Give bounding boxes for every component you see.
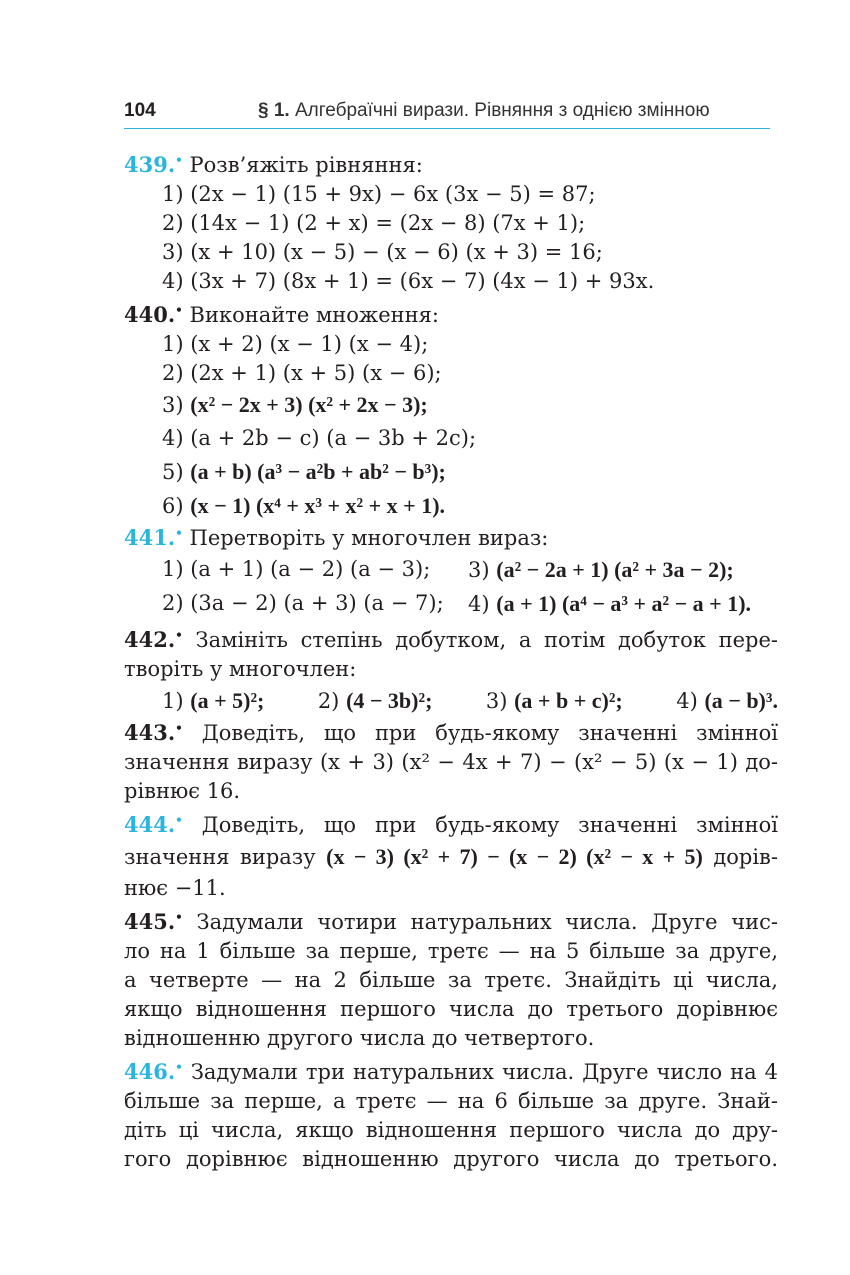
exercise-item: 6) (x − 1) (x⁴ + x³ + x² + x + 1). xyxy=(162,493,446,518)
exercise-439 xyxy=(124,150,778,296)
exercise-item: 3) (a + b + c)²; xyxy=(485,688,623,713)
exercise-text: більше за перше, а третє — на 6 більше за друге. Знай- xyxy=(124,1089,778,1113)
exercise-text: Доведіть, що при будь-якому значенні змінної xyxy=(201,813,778,837)
exercise-number: 444.• xyxy=(124,812,183,837)
exercise-item: 2) (14x − 1) (2 + x) = (2x − 8) (7x + 1); xyxy=(162,211,586,235)
exercise-item-row xyxy=(124,587,778,621)
exercise-445 xyxy=(124,907,778,1053)
section-title xyxy=(258,100,710,122)
exercise-text: Замініть степінь добутком, а потім добуток пере- xyxy=(195,628,778,652)
exercise-item: 1) (2x − 1) (15 + 9x) − 6x (3x − 5) = 87; xyxy=(162,182,596,206)
exercise-item: 4) (a + 2b − c) (a − 3b + 2c); xyxy=(162,426,477,450)
exercise-item: 3) (x + 10) (x − 5) − (x − 6) (x + 3) = 16; xyxy=(162,240,603,264)
exercise-item: 3) (x² − 2x + 3) (x² + 2x − 3); xyxy=(162,392,428,417)
exercise-instruction: Розв’яжіть рівняння: xyxy=(189,153,423,177)
exercise-text: діть ці числа, якщо відношення першого числа до дру- xyxy=(124,1118,778,1142)
exercise-text: відношенню другого числа до четвертого. xyxy=(124,1026,595,1050)
exercise-list xyxy=(124,150,778,1174)
exercise-item-row xyxy=(124,684,778,718)
exercise-item: 3) (a² − 2a + 1) (a² + 3a − 2); xyxy=(468,557,734,582)
exercise-text: а четверте — на 2 більше за третє. Знайдіть ці числа, xyxy=(124,968,778,992)
exercise-item: 4) (3x + 7) (8x + 1) = (6x − 7) (4x − 1) + 93x. xyxy=(162,269,655,293)
exercise-446 xyxy=(124,1057,778,1174)
exercise-440 xyxy=(124,300,778,523)
exercise-item: 1) (x + 2) (x − 1) (x − 4); xyxy=(162,332,429,356)
exercise-item: 1) (a + 5)²; xyxy=(162,688,265,713)
exercise-number: 440.• xyxy=(124,302,183,327)
exercise-item: 2) (3a − 2) (a + 3) (a − 7); xyxy=(162,591,444,615)
exercise-441 xyxy=(124,523,778,621)
exercise-text: Доведіть, що при будь-якому значенні змінної xyxy=(201,721,778,745)
exercise-text: Задумали три натуральних числа. Друге число на 4 xyxy=(190,1060,778,1084)
exercise-text: значення виразу (x − 3) (x² + 7) − (x − 2) (x² − x + 5) дорів- xyxy=(124,844,778,869)
exercise-number: 439.• xyxy=(124,152,183,177)
exercise-item-row xyxy=(124,553,778,587)
exercise-item: 2) (4 − 3b)²; xyxy=(317,688,433,713)
exercise-text: гого дорівнює відношенню другого числа до третього. xyxy=(124,1147,778,1171)
exercise-text: якщо відношення першого числа до третього дорівнює xyxy=(124,997,778,1021)
exercise-item: 2) (2x + 1) (x + 5) (x − 6); xyxy=(162,361,442,385)
page-number: 104 xyxy=(124,100,156,121)
exercise-text: нює −11. xyxy=(124,876,226,900)
exercise-number: 442.• xyxy=(124,627,183,652)
exercise-text: рівнює 16. xyxy=(124,779,241,803)
exercise-444 xyxy=(124,810,778,903)
exercise-number: 443.• xyxy=(124,720,183,745)
exercise-443 xyxy=(124,718,778,806)
exercise-text: значення виразу (x + 3) (x² − 4x + 7) − (x² − 5) (x − 1) до- xyxy=(124,750,778,774)
exercise-text: творіть у многочлен: xyxy=(124,657,357,681)
exercise-text: Задумали чотири натуральних числа. Друге чис- xyxy=(196,910,778,934)
exercise-instruction: Перетворіть у многочлен вираз: xyxy=(189,526,549,550)
exercise-item: 4) (a − b)³. xyxy=(676,688,778,713)
exercise-number: 441.• xyxy=(124,525,183,550)
page-header xyxy=(124,98,770,129)
section-mark: § 1. xyxy=(258,100,290,121)
exercise-instruction: Виконайте множення: xyxy=(189,303,439,327)
exercise-item: 1) (a + 1) (a − 2) (a − 3); xyxy=(162,557,431,581)
exercise-442 xyxy=(124,625,778,718)
exercise-text: ло на 1 більше за перше, третє — на 5 більше за друге, xyxy=(124,939,778,963)
exercise-item: 4) (a + 1) (a⁴ − a³ + a² − a + 1). xyxy=(468,591,752,616)
exercise-number: 445.• xyxy=(124,909,183,934)
section-title-text: Алгебраїчні вирази. Рівняння з однією змінною xyxy=(294,100,710,121)
exercise-item: 5) (a + b) (a³ − a²b + ab² − b³); xyxy=(162,459,446,484)
exercise-number: 446.• xyxy=(124,1059,183,1084)
